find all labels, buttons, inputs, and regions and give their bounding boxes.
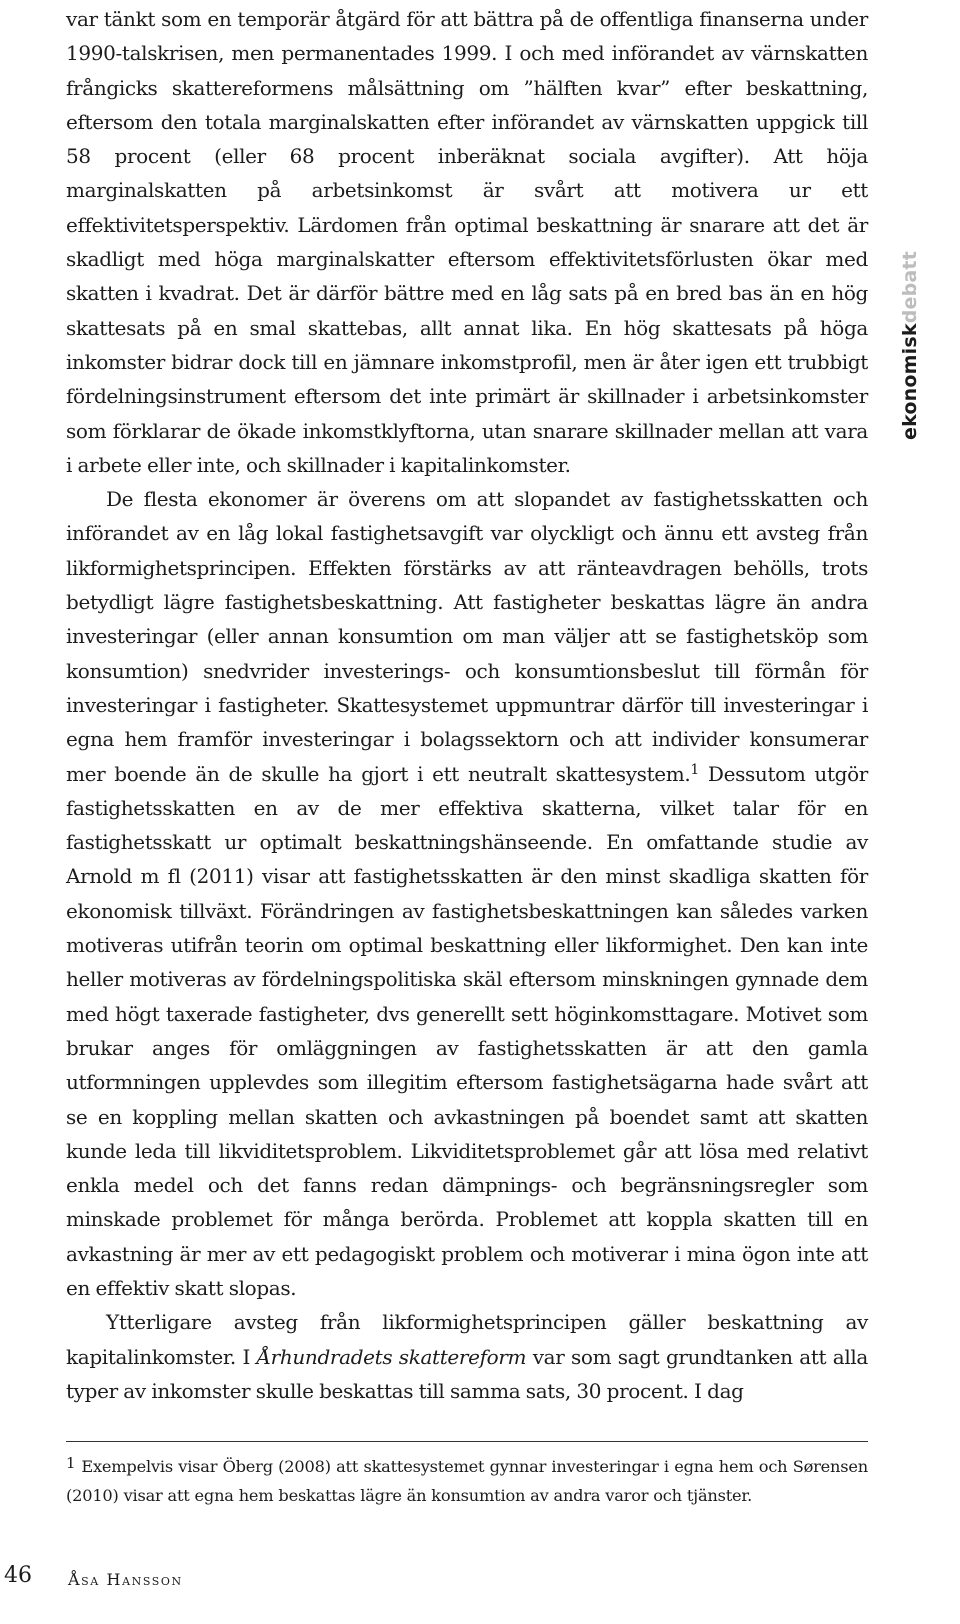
footnote-1 <box>66 1449 868 1510</box>
paragraph-3-part-2: var som sagt grundtanken att alla typer av inkomster skulle beskattas till samma sats, 30 procent. I dag <box>66 1344 868 1403</box>
paragraph-2-part-1: De flesta ekonomer är överens om att slopandet av fastighetsskatten och införandet av en låg lokal fastighetsavgift var olyckligt och ännu ett avsteg från likformighetsprincipen. Effekten förstärks av att ränteavdragen behölls, trots betydligt lägre fastighetsbeskattning. Att fastigheter beskattas lägre än andra investeringar (eller annan konsumtion om man väljer att se fastighetsköp som konsumtion) snedvrider investerings- och konsumtionsbeslut till förmån för investeringar i fastigheter. Skattesystemet uppmuntrar därför till investeringar i egna hem framför investeringar i bolagssektorn och att individer konsumerar mer boende än de skulle ha gjort i ett neutralt skattesystem. <box>66 487 868 786</box>
paragraph-2-part-2: Dessutom utgör fastighetsskatten en av de mer effektiva skatterna, vilket talar för en fastighetsskatt ur optimalt beskattningshänseende. En omfattande studie av Arnold m fl (2011) visar att fastighetsskatten är den minst skadliga skatten för ekonomisk tillväxt. Förändringen av fastighetsbeskattningen kan således varken motiveras utifrån teorin om optimal beskattning eller likformighet. Den kan inte heller motiveras av fördelningspolitiska skäl eftersom minskningen gynnade dem med högt taxerade fastigheter, dvs generellt sett höginkomsttagare. Motivet som brukar anges för omläggningen av fastighetsskatten är att den gamla utformningen upplevdes som illegitim eftersom fastighetsägarna hade svårt att se en koppling mellan skatten och avkastningen på boendet samt att skatten kunde leda till likviditetsproblem. Likviditetsproblemet går att lösa med relativt enkla medel och det fanns redan dämpnings- och begränsningsregler som minskade problemet för många berörda. Problemet att koppla skatten till en avkastning är mer av ett pedagogiskt problem och motiverar i mina ögon inte att en effektiv skatt slopas. <box>66 761 868 1300</box>
footnote-number: 1 <box>66 1454 76 1472</box>
body-text <box>66 2 868 1408</box>
page-number: 46 <box>4 1563 32 1588</box>
footnotes <box>66 1449 868 1510</box>
journal-name-light: debatt <box>899 251 921 324</box>
paragraph-3-part-1: Ytterligare avsteg från likformighetsprincipen gäller beskattning av kapitalinkomster. I <box>66 1310 868 1369</box>
journal-name-bold: ekonomisk <box>899 323 921 440</box>
journal-name-tab <box>899 251 921 440</box>
paragraph-2 <box>66 482 868 1305</box>
footnote-text: Exempelvis visar Öberg (2008) att skattesystemet gynnar investeringar i egna hem och Sørensen (2010) visar att egna hem beskattas lägre än konsumtion av andra varor och tjänster. <box>66 1457 868 1505</box>
reform-title-italic: Århundradets skattereform <box>256 1344 527 1369</box>
paragraph-1: var tänkt som en temporär åtgärd för att bättra på de offentliga finanserna under 1990-talskrisen, men permanentades 1999. I och med införandet av värnskatten frångicks skattereformens målsättning om ”hälften kvar” efter beskattning, eftersom den totala marginalskatten efter införandet av värnskatten uppgick till 58 procent (eller 68 procent inberäknat sociala avgifter). Att höja marginalskatten på arbetsinkomst är svårt att motivera ur ett effektivitetsperspektiv. Lärdomen från optimal beskattning är snarare att det är skadligt med höga marginalskatter eftersom effektivitetsförlusten ökar med skatten i kvadrat. Det är därför bättre med en låg sats på en bred bas än en hög skattesats på en smal skattebas, allt annat lika. En hög skattesats på höga inkomster bidrar dock till en jämnare inkomstprofil, men är åter igen ett trubbigt fördelningsinstrument eftersom det inte primärt är skillnader i arbetsinkomster som förklarar de ökade inkomstklyftorna, utan snarare skillnader mellan att vara i arbete eller inte, och skillnader i kapitalinkomster. <box>66 7 868 477</box>
running-author: Åsa Hansson <box>68 1570 183 1589</box>
paragraph-3 <box>66 1305 868 1408</box>
footnote-divider <box>66 1441 868 1442</box>
footnote-reference[interactable]: 1 <box>690 761 699 778</box>
